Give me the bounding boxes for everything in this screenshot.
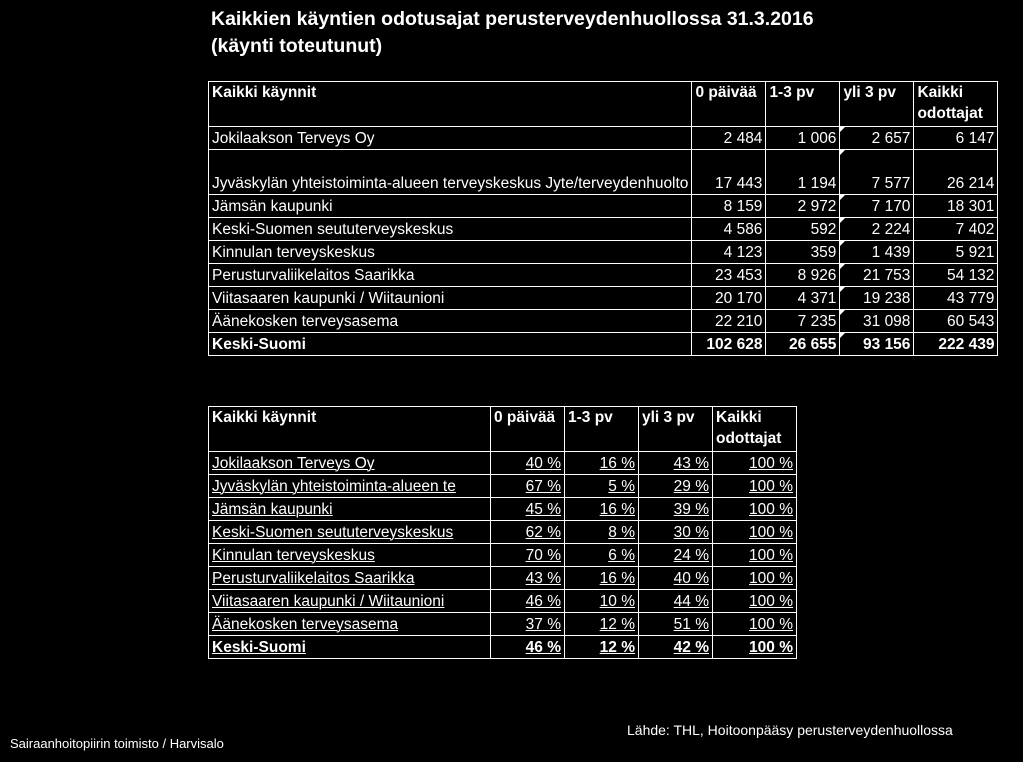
table-cell: 31 098: [840, 310, 914, 333]
total-row: [209, 333, 998, 356]
table-cell: 6 %: [565, 544, 639, 567]
column-header: Kaikki odottajat: [713, 407, 797, 452]
table-cell: 60 543: [914, 310, 998, 333]
total-cell: 26 655: [766, 333, 840, 356]
table-cell: 8 %: [565, 521, 639, 544]
footer-credit: Sairaanhoitopiirin toimisto / Harvisalo: [10, 736, 224, 751]
table-row: [209, 150, 998, 195]
table-cell: 20 170: [692, 287, 766, 310]
table-cell: 6 147: [914, 127, 998, 150]
table-cell: 2 484: [692, 127, 766, 150]
row-label: Jokilaakson Terveys Oy: [209, 127, 692, 150]
table-cell: 45 %: [491, 498, 565, 521]
table-cell: 7 170: [840, 195, 914, 218]
row-label: Jyväskylän yhteistoiminta-alueen terveyskeskus Jyte/terveydenhuolto: [209, 150, 692, 195]
total-label: Keski-Suomi: [209, 333, 692, 356]
table-row: [209, 521, 797, 544]
table-row: [209, 498, 797, 521]
table-cell: 18 301: [914, 195, 998, 218]
table-cell: 100 %: [713, 544, 797, 567]
table-cell: 8 926: [766, 264, 840, 287]
table-cell: 12 %: [565, 613, 639, 636]
table-cell: 46 %: [491, 590, 565, 613]
table-cell: 5 %: [565, 475, 639, 498]
table-row: [209, 590, 797, 613]
table-cell: 39 %: [639, 498, 713, 521]
table-cell: 7 235: [766, 310, 840, 333]
table-cell: 24 %: [639, 544, 713, 567]
total-cell: 12 %: [565, 636, 639, 659]
title-line-1: Kaikkien käyntien odotusajat perusterveydenhuollossa 31.3.2016: [211, 8, 814, 30]
table-cell: 22 210: [692, 310, 766, 333]
row-label: Perusturvaliikelaitos Saarikka: [209, 264, 692, 287]
table-cell: 4 371: [766, 287, 840, 310]
total-cell: 93 156: [840, 333, 914, 356]
table-row: [209, 310, 998, 333]
column-header: Kaikki odottajat: [914, 82, 998, 127]
table-cell: 54 132: [914, 264, 998, 287]
table-cell: 359: [766, 241, 840, 264]
table-cell: 43 %: [639, 452, 713, 475]
table-row: [209, 264, 998, 287]
table-cell: 4 586: [692, 218, 766, 241]
row-label: Jokilaakson Terveys Oy: [209, 452, 491, 475]
table-row: [209, 195, 998, 218]
total-cell: 100 %: [713, 636, 797, 659]
column-header: yli 3 pv: [639, 407, 713, 452]
table-cell: 37 %: [491, 613, 565, 636]
header-row: [209, 407, 797, 452]
row-label: Äänekosken terveysasema: [209, 613, 491, 636]
table-cell: 17 443: [692, 150, 766, 195]
table-cell: 62 %: [491, 521, 565, 544]
table-cell: 100 %: [713, 475, 797, 498]
row-label: Perusturvaliikelaitos Saarikka: [209, 567, 491, 590]
row-label: Viitasaaren kaupunki / Wiitaunioni: [209, 287, 692, 310]
row-label: Jämsän kaupunki: [209, 498, 491, 521]
table-cell: 16 %: [565, 498, 639, 521]
visits-percentage-table: [208, 406, 797, 659]
table-cell: 100 %: [713, 567, 797, 590]
table-row: [209, 544, 797, 567]
table-cell: 43 %: [491, 567, 565, 590]
table-cell: 16 %: [565, 567, 639, 590]
table-cell: 1 006: [766, 127, 840, 150]
table-cell: 21 753: [840, 264, 914, 287]
table-cell: 100 %: [713, 498, 797, 521]
slide-title: [211, 6, 814, 60]
column-header: 0 päivää: [491, 407, 565, 452]
column-header: Kaikki käynnit: [209, 82, 692, 127]
table-cell: 19 238: [840, 287, 914, 310]
table-cell: 8 159: [692, 195, 766, 218]
table-cell: 7 577: [840, 150, 914, 195]
row-label: Jyväskylän yhteistoiminta-alueen te: [209, 475, 491, 498]
total-cell: 222 439: [914, 333, 998, 356]
table-cell: 100 %: [713, 613, 797, 636]
table-row: [209, 567, 797, 590]
row-label: Keski-Suomen seututerveyskeskus: [209, 218, 692, 241]
column-header: 0 päivää: [692, 82, 766, 127]
table-cell: 1 439: [840, 241, 914, 264]
table-row: [209, 127, 998, 150]
column-header: 1-3 pv: [766, 82, 840, 127]
total-label: Keski-Suomi: [209, 636, 491, 659]
total-cell: 102 628: [692, 333, 766, 356]
table-row: [209, 218, 998, 241]
total-row: [209, 636, 797, 659]
column-header: Kaikki käynnit: [209, 407, 491, 452]
table-cell: 51 %: [639, 613, 713, 636]
table-cell: 2 972: [766, 195, 840, 218]
table-cell: 26 214: [914, 150, 998, 195]
table-cell: 592: [766, 218, 840, 241]
table-cell: 40 %: [491, 452, 565, 475]
table-cell: 44 %: [639, 590, 713, 613]
total-cell: 42 %: [639, 636, 713, 659]
table-cell: 70 %: [491, 544, 565, 567]
source-note: Lähde: THL, Hoitoonpääsy perusterveydenhuollossa: [627, 722, 953, 738]
table-cell: 100 %: [713, 590, 797, 613]
column-header: yli 3 pv: [840, 82, 914, 127]
row-label: Viitasaaren kaupunki / Wiitaunioni: [209, 590, 491, 613]
table-cell: 100 %: [713, 452, 797, 475]
table-cell: 4 123: [692, 241, 766, 264]
visits-count-table: [208, 81, 998, 356]
row-label: Äänekosken terveysasema: [209, 310, 692, 333]
table-row: [209, 241, 998, 264]
total-cell: 46 %: [491, 636, 565, 659]
table-cell: 29 %: [639, 475, 713, 498]
table-cell: 7 402: [914, 218, 998, 241]
row-label: Kinnulan terveyskeskus: [209, 544, 491, 567]
column-header: 1-3 pv: [565, 407, 639, 452]
table-cell: 1 194: [766, 150, 840, 195]
table-cell: 100 %: [713, 521, 797, 544]
header-row: [209, 82, 998, 127]
table-cell: 16 %: [565, 452, 639, 475]
table-cell: 30 %: [639, 521, 713, 544]
table-cell: 40 %: [639, 567, 713, 590]
table-cell: 67 %: [491, 475, 565, 498]
table-row: [209, 475, 797, 498]
title-line-2: (käynti toteutunut): [211, 35, 383, 57]
table-cell: 5 921: [914, 241, 998, 264]
table-cell: 2 657: [840, 127, 914, 150]
table-cell: 23 453: [692, 264, 766, 287]
row-label: Jämsän kaupunki: [209, 195, 692, 218]
row-label: Keski-Suomen seututerveyskeskus: [209, 521, 491, 544]
table-row: [209, 452, 797, 475]
row-label: Kinnulan terveyskeskus: [209, 241, 692, 264]
table-cell: 2 224: [840, 218, 914, 241]
table-row: [209, 287, 998, 310]
table-cell: 10 %: [565, 590, 639, 613]
table-cell: 43 779: [914, 287, 998, 310]
table-row: [209, 613, 797, 636]
